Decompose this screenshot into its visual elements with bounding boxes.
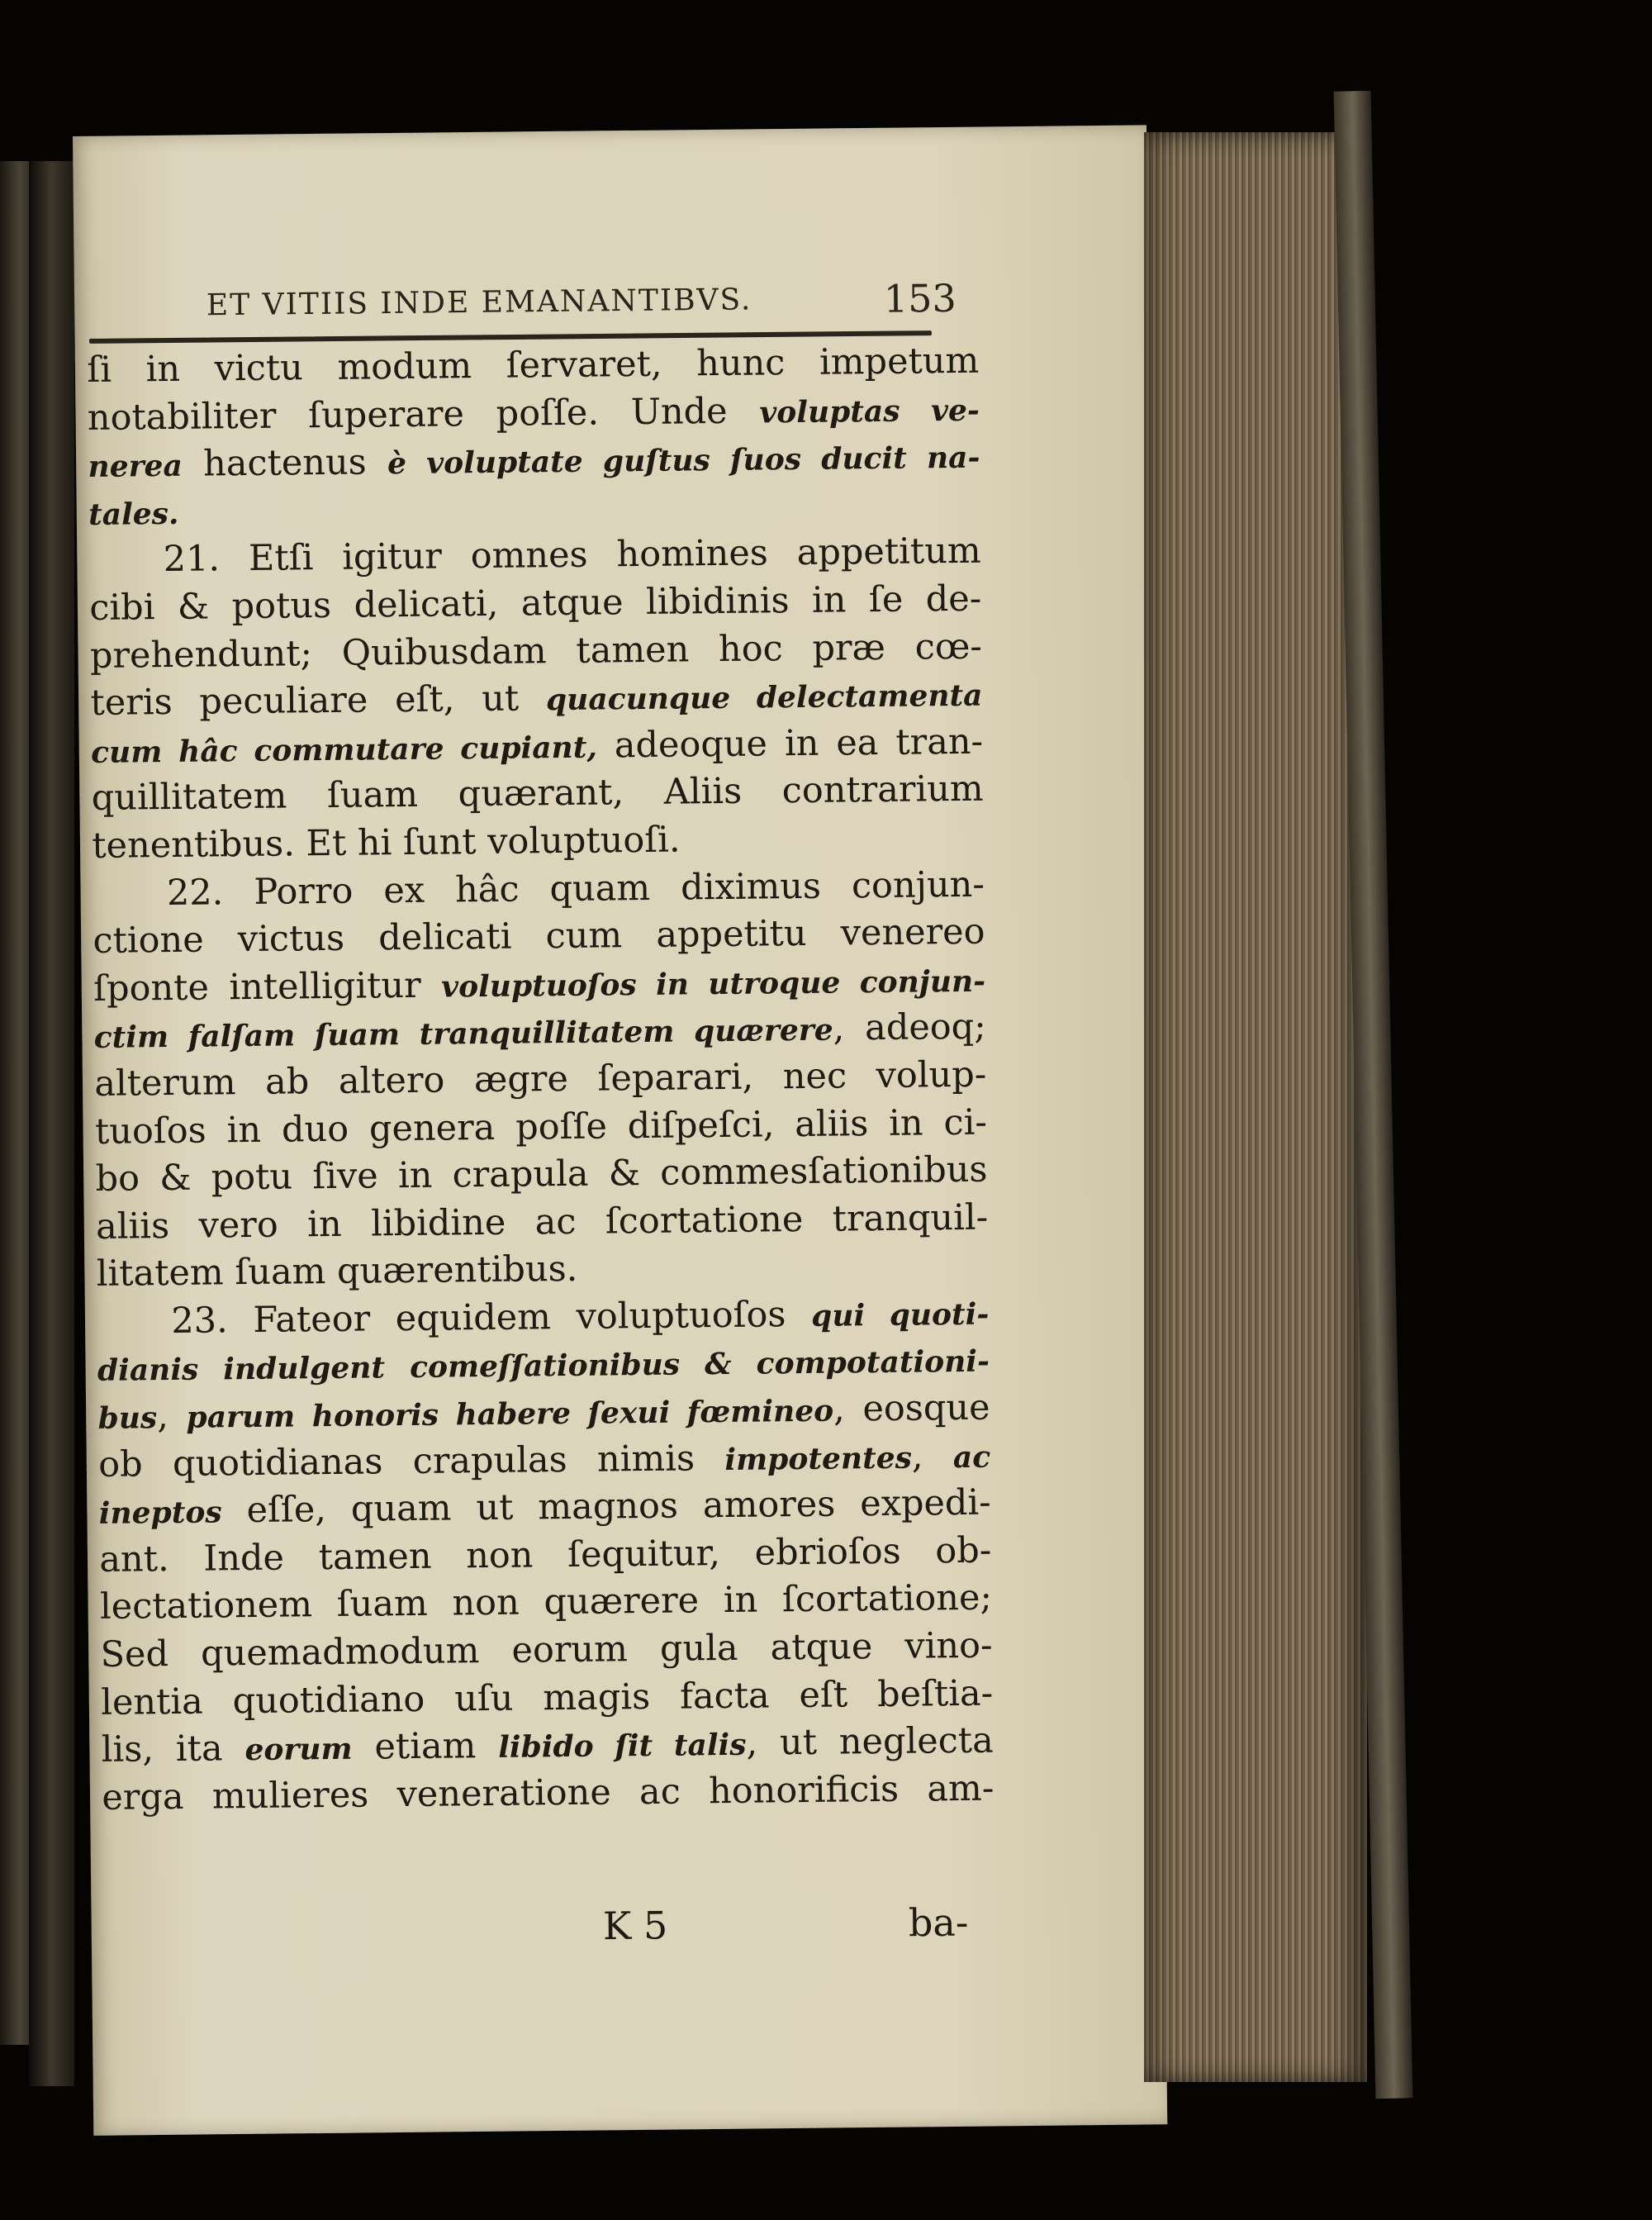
- italic-phrase: quacunque delectamenta: [545, 677, 983, 718]
- italic-phrase: ineptos: [98, 1495, 222, 1532]
- text-run: ,: [156, 1395, 187, 1438]
- text-run: quillitatem ſuam quærant, Aliis contrarium: [91, 768, 984, 820]
- text-line: [89, 576, 982, 633]
- book-gutter: [29, 161, 74, 2086]
- text-run: ſi in victu modum ſervaret, hunc impetum: [87, 340, 980, 391]
- italic-phrase: parum honoris habere ſexui fœmineo: [186, 1393, 834, 1435]
- text-line: [97, 1385, 990, 1442]
- italic-phrase: ac: [952, 1439, 991, 1475]
- italic-phrase: nerea: [88, 448, 183, 485]
- italic-phrase: ctim falſam ſuam tranquillitatem quærere: [93, 1012, 833, 1056]
- text-line: [100, 1623, 993, 1680]
- catchword: ba-: [908, 1899, 969, 1946]
- text-run: prehendunt; Quibusdam tamen hoc præ cœ-: [89, 625, 983, 677]
- text-run: litatem ſuam quærentibus.: [96, 1248, 578, 1295]
- text-run: ſponte intelligitur: [93, 964, 442, 1010]
- italic-phrase: bus: [97, 1400, 158, 1436]
- page-footer: [91, 1899, 984, 1958]
- text-run: ctione victus delicati cum appetitu venereo: [93, 910, 985, 963]
- page-number: 153: [883, 275, 957, 321]
- italic-phrase: libido ſit talis: [498, 1727, 747, 1766]
- text-run: 21. Etſi igitur omnes homines appetitum: [163, 530, 981, 581]
- text-run: , ut neglecta: [746, 1719, 994, 1764]
- text-run: aliis vero in libidine ac ſcortatione tranquil-: [95, 1196, 989, 1248]
- signature-mark: K 5: [602, 1903, 668, 1949]
- text-line: [94, 1052, 987, 1109]
- text-run: 23. Fateor equidem voluptuoſos: [171, 1293, 812, 1342]
- text-run: lectationem ſuam non quærere in ſcortatione;: [99, 1577, 993, 1628]
- text-line: [91, 766, 984, 823]
- text-run: hactenus: [182, 441, 388, 485]
- page-block-edge: [1144, 132, 1367, 2082]
- text-run: ant. Inde tamen non ſequitur, ebrioſos ob-: [99, 1529, 992, 1581]
- text-run: erga mulieres veneratione ac honorificis am-: [102, 1767, 995, 1818]
- text-run: notabiliter ſuperare poſſe. Unde: [87, 390, 760, 439]
- running-head: [124, 275, 967, 340]
- text-run: cibi & potus delicati, atque libidinis in ſe de-: [89, 578, 982, 629]
- text-run: 22. Porro ex hâc quam diximus conjun-: [166, 863, 985, 914]
- text-line: [95, 1147, 988, 1204]
- text-run: ,: [911, 1434, 954, 1477]
- italic-phrase: dianis indulgent comeſſationibus & compotationi-: [97, 1344, 990, 1389]
- text-line: [87, 338, 980, 395]
- text-run: lis, ita: [101, 1728, 245, 1771]
- text-run: , adeoq;: [833, 1005, 986, 1049]
- text-run: etiam: [352, 1725, 499, 1768]
- text-run: tenentibus. Et hi ſunt voluptuoſi.: [92, 819, 681, 867]
- text-line: [88, 433, 980, 490]
- text-run: ob quotidianas crapulas nimis: [97, 1437, 725, 1486]
- body-text: [87, 338, 995, 1823]
- italic-phrase: tales.: [88, 496, 179, 532]
- text-line: [102, 1765, 995, 1822]
- text-run: Sed quemadmodum eorum gula atque vino-: [100, 1624, 993, 1676]
- text-run: teris peculiare eſt, ut: [90, 677, 547, 725]
- text-run: lentia quotidiano uſu magis facta eſt beſtia-: [100, 1672, 994, 1723]
- text-line: [96, 1194, 989, 1251]
- text-run: eſſe, quam ut magnos amores expedi-: [221, 1481, 991, 1532]
- text-run: tuoſos in duo genera poſſe diſpeſci, aliis in ci-: [94, 1101, 988, 1153]
- running-head-title: ET VITIIS INDE EMANANTIBVS.: [206, 283, 752, 323]
- italic-phrase: eorum: [244, 1731, 353, 1768]
- text-run: , eosque: [833, 1386, 990, 1430]
- italic-phrase: cum hâc commutare cupiant,: [90, 730, 598, 770]
- italic-phrase: voluptuoſos in utroque conjun-: [440, 963, 986, 1005]
- italic-phrase: è voluptate guſtus ſuos ducit na-: [387, 440, 980, 482]
- italic-phrase: qui quoti-: [810, 1296, 990, 1333]
- italic-phrase: impotentes: [724, 1440, 913, 1477]
- italic-phrase: voluptas ve-: [759, 392, 980, 430]
- facing-page-edge: [0, 161, 33, 2045]
- text-run: adeoque in ea tran-: [596, 720, 984, 767]
- text-run: bo & potu ſive in crapula & commesſationibus: [95, 1148, 988, 1200]
- text-run: alterum ab altero ægre ſeparari, nec volup-: [94, 1053, 987, 1105]
